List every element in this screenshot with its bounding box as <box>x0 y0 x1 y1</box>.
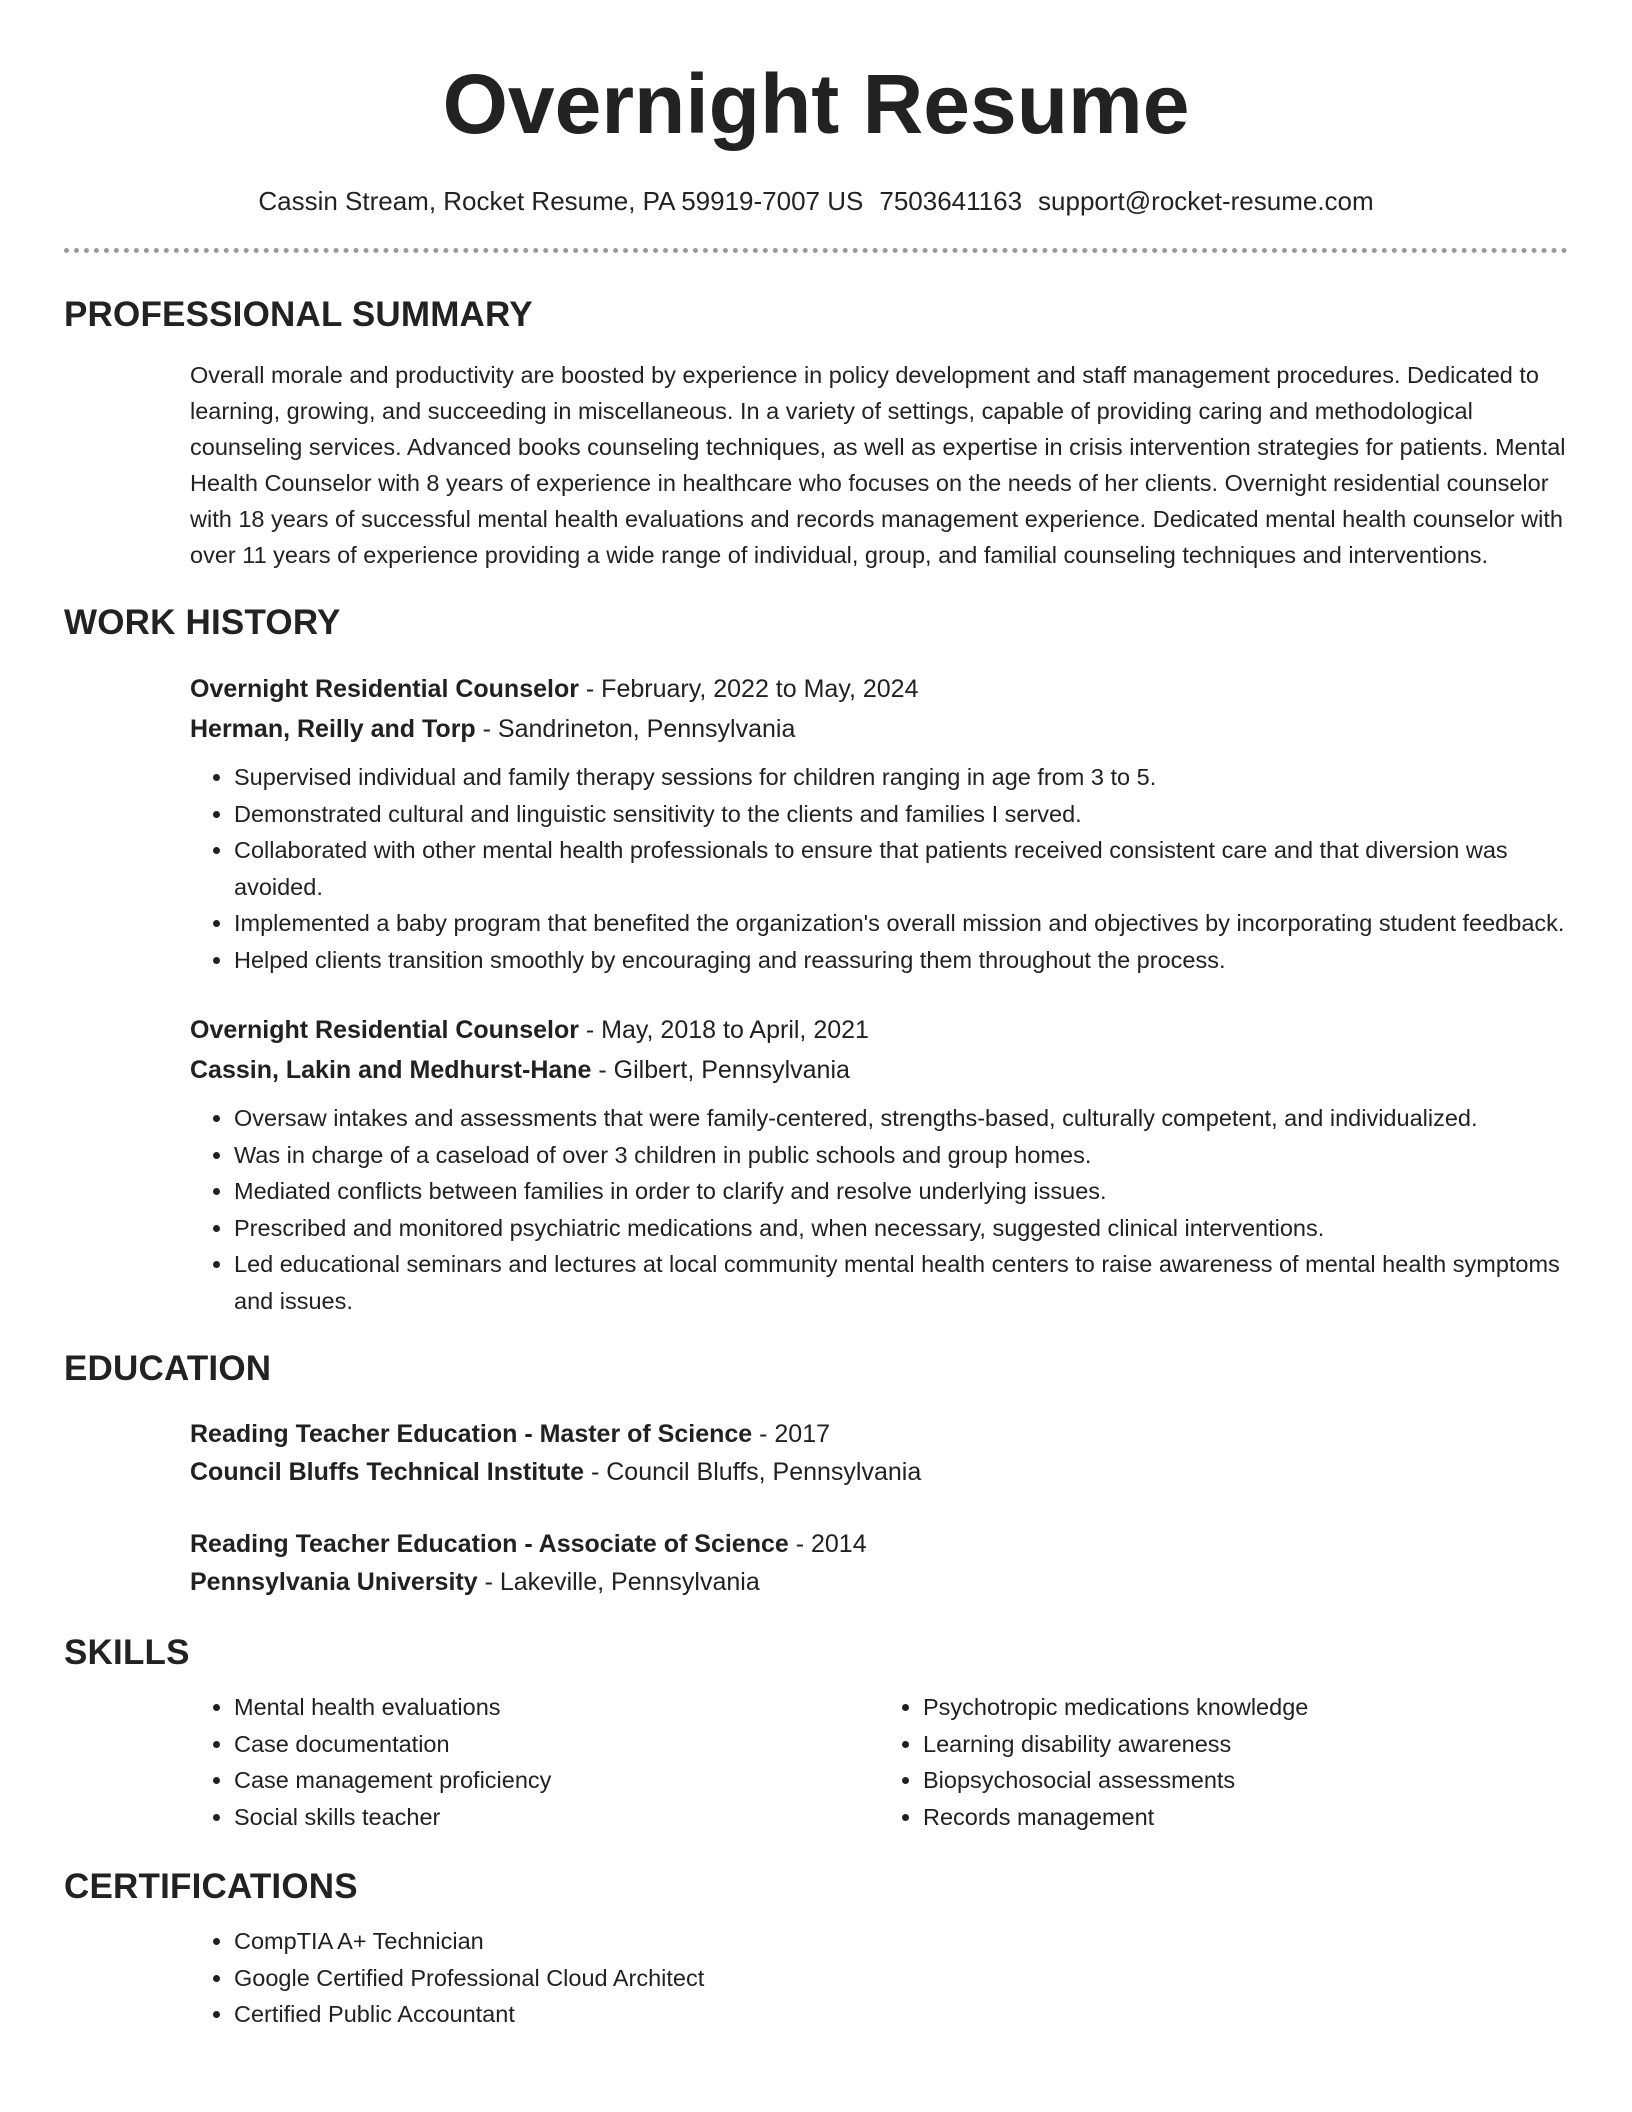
summary-section <box>64 293 1568 573</box>
job-company: Cassin, Lakin and Medhurst-Hane <box>190 1056 592 1084</box>
list-item: • Mental health evaluations <box>234 1689 879 1726</box>
list-item: • Helped clients transition smoothly by encouraging and reassuring them throughout the process. <box>234 942 1568 979</box>
job-company: Herman, Reilly and Torp <box>190 715 476 743</box>
degree-year: - 2017 <box>752 1420 831 1448</box>
degree-name: Reading Teacher Education - Master of Science <box>190 1420 753 1448</box>
certifications-list <box>190 1923 1568 2033</box>
job-entry <box>190 1010 1568 1319</box>
skills-list-left <box>190 1689 879 1835</box>
job-bullets <box>190 759 1568 978</box>
job-title-line <box>190 669 1568 709</box>
list-item: • CompTIA A+ Technician <box>234 1923 1568 1960</box>
job-position: Overnight Residential Counselor <box>190 1016 579 1044</box>
list-item: • Case management proficiency <box>234 1762 879 1799</box>
education-entry <box>190 1415 1568 1491</box>
list-item: • Oversaw intakes and assessments that were family-centered, strengths-based, culturally competent, and individualized. <box>234 1100 1568 1137</box>
contact-phone: 7503641163 <box>879 186 1023 216</box>
list-item: • Learning disability awareness <box>923 1726 1568 1763</box>
job-title-line <box>190 1010 1568 1050</box>
school-line <box>190 1453 1568 1491</box>
job-dates: - February, 2022 to May, 2024 <box>578 675 919 703</box>
contact-line <box>64 184 1568 218</box>
degree-line <box>190 1415 1568 1453</box>
job-location: - Sandrineton, Pennsylvania <box>475 715 796 743</box>
list-item: • Case documentation <box>234 1726 879 1763</box>
list-item: • Led educational seminars and lectures at local community mental health centers to raise awareness of mental health symptoms and issues. <box>234 1246 1568 1319</box>
school-line <box>190 1563 1568 1601</box>
job-entry <box>190 669 1568 978</box>
job-position: Overnight Residential Counselor <box>190 675 579 703</box>
list-item: • Prescribed and monitored psychiatric medications and, when necessary, suggested clinical interventions. <box>234 1210 1568 1247</box>
contact-email: support@rocket-resume.com <box>1038 186 1374 216</box>
list-item: • Social skills teacher <box>234 1799 879 1836</box>
job-bullets <box>190 1100 1568 1319</box>
list-item: • Records management <box>923 1799 1568 1836</box>
list-item: • Certified Public Accountant <box>234 1996 1568 2033</box>
list-item: • Collaborated with other mental health professionals to ensure that patients received consistent care and that diversion was avoided. <box>234 832 1568 905</box>
list-item: • Implemented a baby program that benefited the organization's overall mission and objectives by incorporating student feedback. <box>234 905 1568 942</box>
job-dates: - May, 2018 to April, 2021 <box>578 1016 869 1044</box>
skills-grid <box>190 1689 1568 1835</box>
skills-list-right <box>879 1689 1568 1835</box>
education-entry <box>190 1525 1568 1601</box>
list-item: • Google Certified Professional Cloud Architect <box>234 1960 1568 1997</box>
school-location: - Council Bluffs, Pennsylvania <box>584 1458 922 1486</box>
summary-title: PROFESSIONAL SUMMARY <box>64 295 533 334</box>
work-history-section <box>64 601 1568 1319</box>
degree-year: - 2014 <box>788 1530 867 1558</box>
header-divider <box>64 248 1568 253</box>
degree-line <box>190 1525 1568 1563</box>
skills-section <box>64 1631 1568 1835</box>
list-item: • Biopsychosocial assessments <box>923 1762 1568 1799</box>
job-company-line <box>190 1050 1568 1090</box>
resume-name: Overnight Resume <box>442 57 1190 151</box>
summary-text: Overall morale and productivity are boosted by experience in policy development and staff management procedures. Dedicated to learning, growing, and succeeding in miscellaneous. In a variety of settings, capable of providing caring and methodological counseling services. Advanced books counseling techniques, as well as expertise in crisis intervention strategies for patients. Mental Health Counselor with 8 years of experience in healthcare who focuses on the needs of her clients. Overnight residential counselor with 18 years of successful mental health evaluations and records management experience. Dedicated mental health counselor with over 11 years of experience providing a wide range of individual, group, and familial counseling techniques and interventions. <box>190 362 1566 568</box>
education-title: EDUCATION <box>64 1349 272 1388</box>
school-location: - Lakeville, Pennsylvania <box>477 1568 760 1596</box>
degree-name: Reading Teacher Education - Associate of Science <box>190 1530 789 1558</box>
list-item: • Supervised individual and family therapy sessions for children ranging in age from 3 to 5. <box>234 759 1568 796</box>
school-name: Pennsylvania University <box>190 1568 478 1596</box>
work-history-title: WORK HISTORY <box>64 603 341 642</box>
contact-address: Cassin Stream, Rocket Resume, PA 59919-7007 US <box>258 186 864 216</box>
job-location: - Gilbert, Pennsylvania <box>591 1056 850 1084</box>
list-item: • Psychotropic medications knowledge <box>923 1689 1568 1726</box>
certifications-section <box>64 1865 1568 2033</box>
education-section <box>64 1347 1568 1601</box>
list-item: • Was in charge of a caseload of over 3 children in public schools and group homes. <box>234 1137 1568 1174</box>
skills-title: SKILLS <box>64 1633 190 1672</box>
list-item: • Demonstrated cultural and linguistic sensitivity to the clients and families I served. <box>234 796 1568 833</box>
list-item: • Mediated conflicts between families in order to clarify and resolve underlying issues. <box>234 1173 1568 1210</box>
certifications-title: CERTIFICATIONS <box>64 1867 358 1906</box>
school-name: Council Bluffs Technical Institute <box>190 1458 585 1486</box>
job-company-line <box>190 709 1568 749</box>
